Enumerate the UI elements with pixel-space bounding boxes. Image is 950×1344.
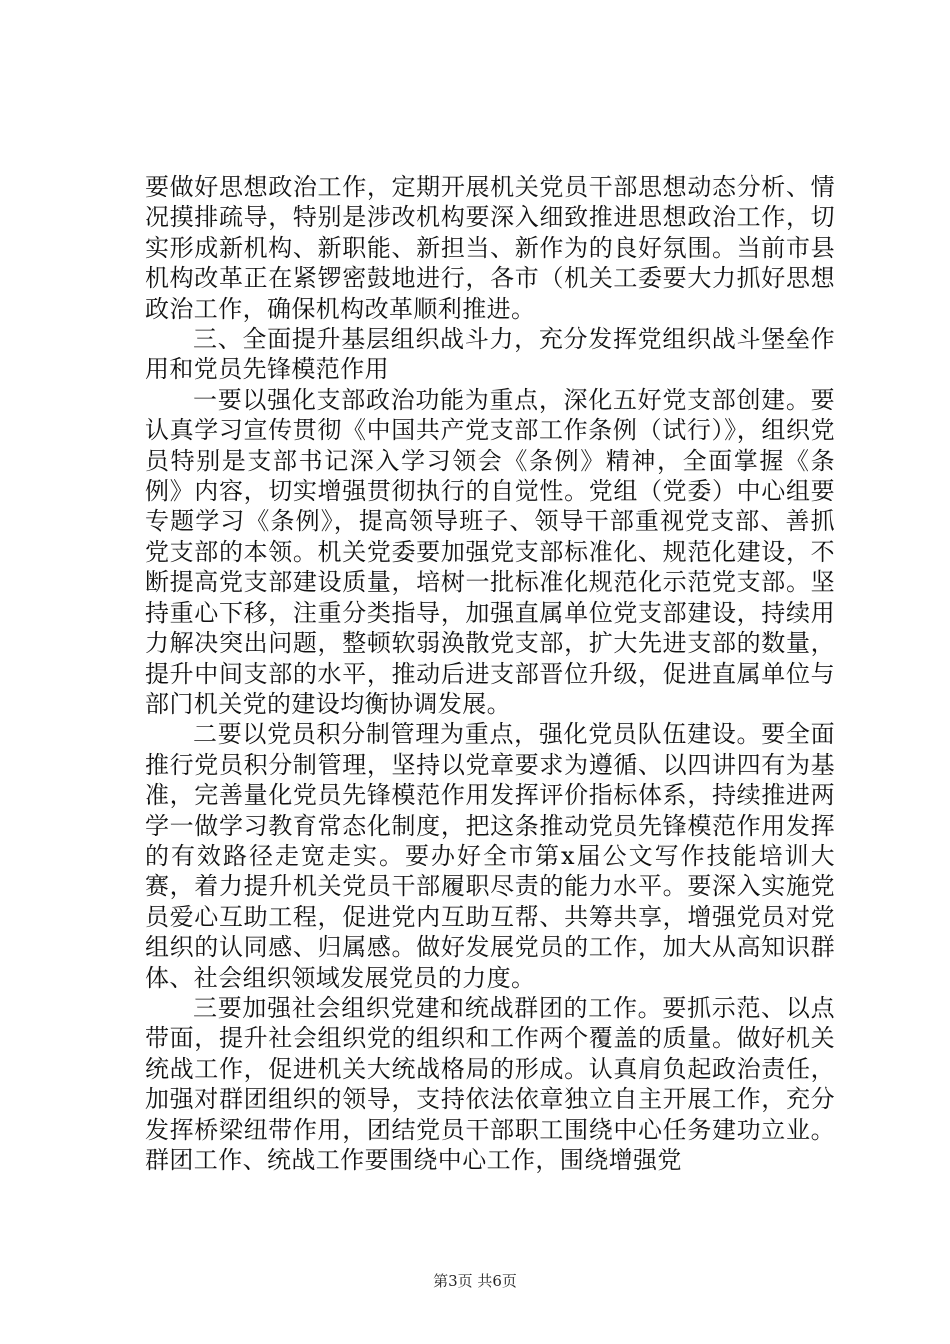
- document-body: [145, 172, 835, 1175]
- paragraph-1: 要做好思想政治工作，定期开展机关党员干部思想动态分析、情况摸排疏导，特别是涉改机构要深入细致推进思想政治工作，切实形成新机构、新职能、新担当、新作为的良好氛围。当前市县机构改革正在紧锣密鼓地进行，各市（机关工委要大力抓好思想政治工作，确保机构改革顺利推进。: [145, 173, 835, 323]
- paragraph-2: 一要以强化支部政治功能为重点，深化五好党支部创建。要认真学习宣传贯彻《中国共产党支部工作条例（试行）》，组织党员特别是支部书记深入学习领会《条例》精神，全面掌握《条例》内容，切实增强贯彻执行的自觉性。党组（党委）中心组要专题学习《条例》，提高领导班子、领导干部重视党支部、善抓党支部的本领。机关党委要加强党支部标准化、规范化建设，不断提高党支部建设质量，培树一批标准化规范化示范党支部。坚持重心下移，注重分类指导，加强直属单位党支部建设，持续用力解决突出问题，整顿软弱涣散党支部，扩大先进支部的数量，提升中间支部的水平，推动后进支部晋位升级，促进直属单位与部门机关党的建设均衡协调发展。: [145, 385, 835, 718]
- paragraph-4: 三要加强社会组织党建和统战群团的工作。要抓示范、以点带面，提升社会组织党的组织和工作两个覆盖的质量。做好机关统战工作，促进机关大统战格局的形成。认真肩负起政治责任，加强对群团组织的领导，支持依法依章独立自主开展工作，充分发挥桥梁纽带作用，团结党员干部职工围绕中心任务建功立业。群团工作、统战工作要围绕中心工作，围绕增强党: [145, 993, 835, 1174]
- paragraph-3: 二要以党员积分制管理为重点，强化党员队伍建设。要全面推行党员积分制管理，坚持以党章要求为遵循、以四讲四有为基准，完善量化党员先锋模范作用发挥评价指标体系，持续推进两学一做学习教育常态化制度，把这条推动党员先锋模范作用发挥的有效路径走宽走实。要办好全市第x届公文写作技能培训大赛，着力提升机关党员干部履职尽责的能力水平。要深入实施党员爱心互助工程，促进党内互助互帮、共筹共享，增强党员对党组织的认同感、归属感。做好发展党员的工作，加大从高知识群体、社会组织领域发展党员的力度。: [145, 720, 835, 992]
- page-footer: 第3页 共6页: [433, 1272, 517, 1290]
- section-heading-3: 三、全面提升基层组织战斗力，充分发挥党组织战斗堡垒作用和党员先锋模范作用: [145, 325, 835, 384]
